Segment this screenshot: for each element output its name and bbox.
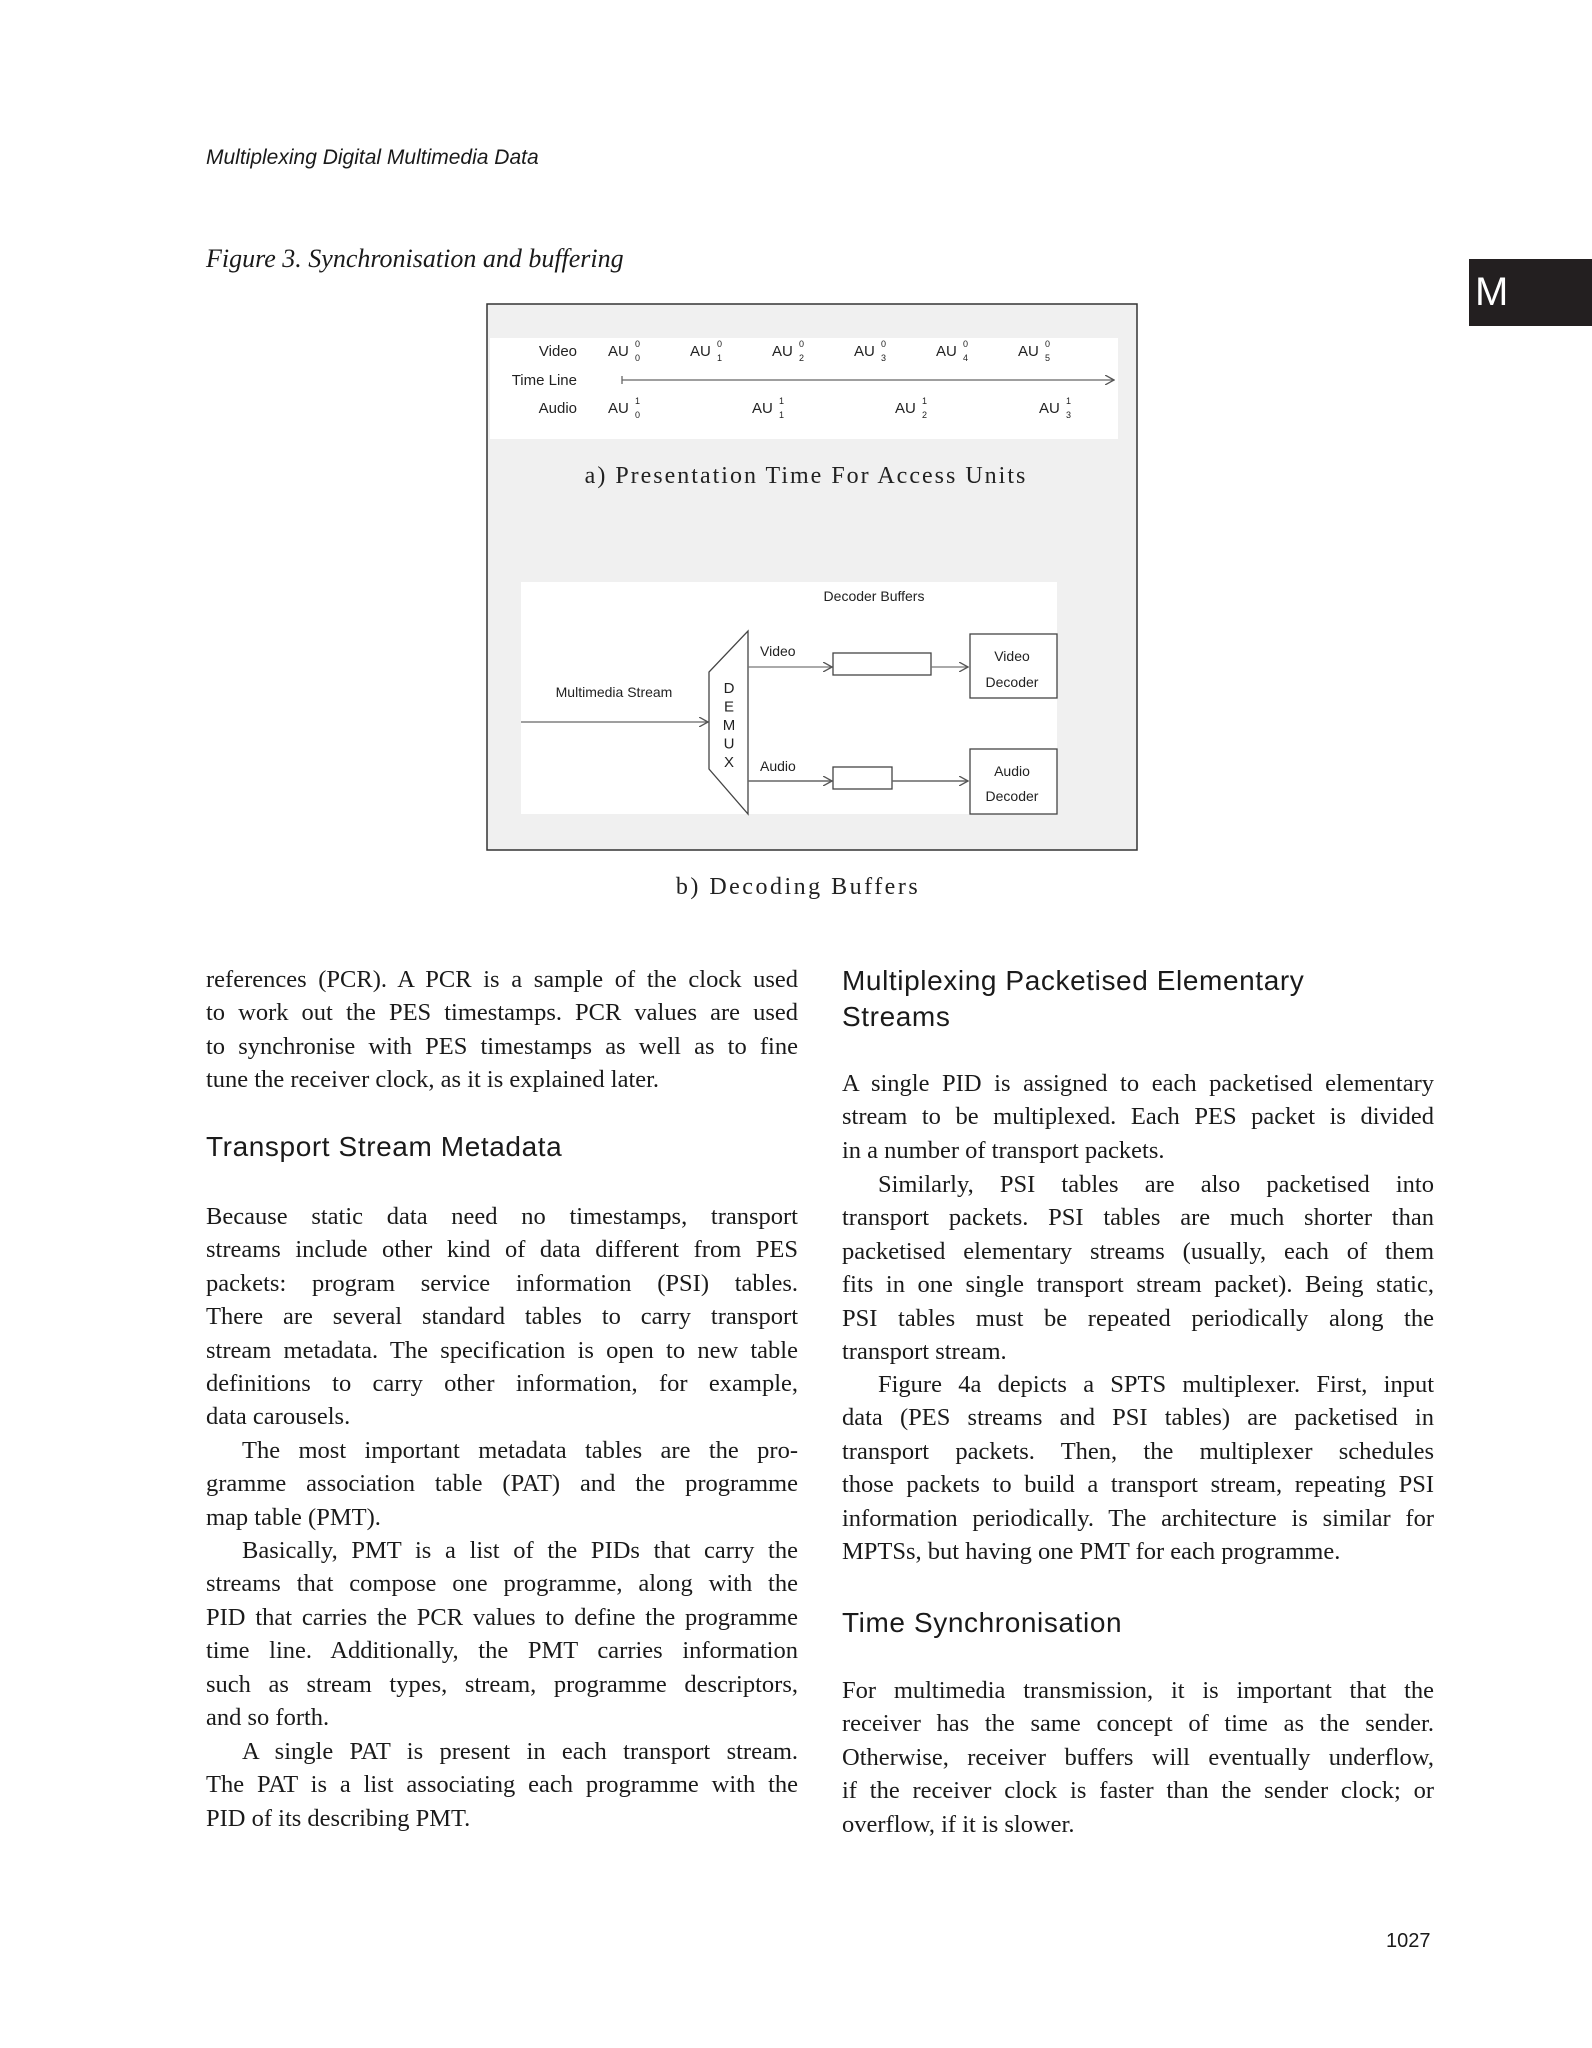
text-line: overflow, if it is slower.	[842, 1810, 1075, 1838]
au-subscript: 4	[963, 353, 969, 363]
au-subscript: 1	[717, 353, 723, 363]
au-superscript: 1	[779, 396, 785, 406]
text-line: transport packets. PSI tables are much shorter than	[842, 1204, 1434, 1232]
text-line: MPTSs, but having one PMT for each programme.	[842, 1537, 1341, 1565]
au-superscript: 0	[963, 339, 969, 349]
paragraph	[206, 1434, 798, 1534]
au-subscript: 0	[635, 353, 641, 363]
paragraph	[842, 1674, 1434, 1841]
demux-letter: X	[723, 754, 735, 771]
video-row-label: Video	[538, 343, 577, 360]
au-subscript: 5	[1045, 353, 1051, 363]
demux-label	[723, 680, 736, 771]
text-line: stream metadata. The specification is open to new table	[206, 1336, 798, 1364]
text-line: Basically, PMT is a list of the PIDs that carry the	[242, 1537, 798, 1564]
text-line: to synchronise with PES timestamps as well as to fine	[206, 1032, 798, 1060]
au-superscript: 0	[799, 339, 805, 349]
multimedia-stream-label: Multimedia Stream	[555, 684, 673, 700]
demux-letter: M	[722, 717, 736, 734]
text-line: stream to be multiplexed. Each PES packet is divided	[842, 1103, 1434, 1131]
au-superscript: 0	[635, 339, 641, 349]
decoder-buffers-title: Decoder Buffers	[823, 588, 925, 604]
demux-letter: U	[723, 735, 735, 753]
caption-a: a) Presentation Time For Access Units	[584, 463, 1028, 489]
text-line: packetised elementary streams (usually, each of them	[842, 1237, 1434, 1265]
audio-decoder-box	[970, 749, 1057, 814]
text-line: transport stream.	[842, 1337, 1007, 1365]
text-line: For multimedia transmission, it is important that the	[842, 1677, 1434, 1704]
demux-letter: E	[723, 698, 735, 716]
au-base: AU	[895, 400, 916, 417]
au-base: AU	[608, 400, 629, 417]
section-tab: M	[1469, 259, 1592, 326]
text-line: such as stream types, stream, programme descriptors,	[206, 1670, 798, 1698]
text-line: if the receiver clock is faster than the sender clock; or	[842, 1777, 1434, 1805]
au-base: AU	[936, 343, 957, 360]
au-subscript: 1	[779, 410, 785, 420]
text-line: gramme association table (PAT) and the programme	[206, 1470, 798, 1498]
text-line: tune the receiver clock, as it is explained later.	[206, 1066, 660, 1094]
au-superscript: 0	[1045, 339, 1051, 349]
au-base: AU	[1018, 343, 1039, 360]
audio-stream-label: Audio	[760, 758, 796, 774]
audio-decoder-label-2: Decoder	[985, 788, 1039, 804]
text-line: PID that carries the PCR values to define the programme	[206, 1603, 798, 1631]
figure-caption: Figure 3. Synchronisation and buffering	[206, 244, 624, 273]
text-line: those packets to build a transport stream, repeating PSI	[842, 1471, 1434, 1499]
text-line: The most important metadata tables are the pro-	[242, 1437, 798, 1464]
audio-decoder-label-1: Audio	[994, 763, 1030, 779]
text-line: fits in one single transport stream packet). Being static,	[842, 1271, 1434, 1299]
au-superscript: 0	[881, 339, 887, 349]
text-line: time line. Additionally, the PMT carries information	[206, 1637, 798, 1665]
text-line: to work out the PES timestamps. PCR values are used	[206, 999, 798, 1027]
text-line: information periodically. The architecture is similar for	[842, 1504, 1434, 1532]
figure-3	[0, 0, 1592, 900]
text-line: Similarly, PSI tables are also packetised into	[878, 1171, 1434, 1198]
text-line: There are several standard tables to carry transport	[206, 1303, 798, 1331]
video-decoder-label-1: Video	[994, 648, 1030, 664]
section-heading-line: Streams	[842, 1001, 951, 1032]
au-base: AU	[854, 343, 875, 360]
paragraph	[206, 963, 798, 1097]
section-heading	[842, 963, 1304, 1035]
text-line: map table (PMT).	[206, 1503, 381, 1531]
au-superscript: 1	[635, 396, 641, 406]
text-line: A single PID is assigned to each packetised elementary	[842, 1070, 1434, 1097]
text-line: The PAT is a list associating each programme with the	[206, 1771, 798, 1799]
section-heading-line: Multiplexing Packetised Elementary	[842, 965, 1305, 996]
video-stream-label: Video	[760, 643, 796, 659]
au-subscript: 3	[881, 353, 887, 363]
video-decoder-label-2: Decoder	[985, 674, 1039, 690]
audio-row-label: Audio	[538, 400, 577, 417]
au-base: AU	[772, 343, 793, 360]
section-heading: Transport Stream Metadata	[206, 1131, 563, 1162]
au-superscript: 1	[922, 396, 928, 406]
au-superscript: 0	[717, 339, 723, 349]
text-line: streams that compose one programme, along with the	[206, 1570, 798, 1598]
au-base: AU	[752, 400, 773, 417]
text-line: PSI tables must be repeated periodically along the	[842, 1304, 1434, 1332]
text-line: in a number of transport packets.	[842, 1136, 1165, 1164]
text-line: PID of its describing PMT.	[206, 1804, 471, 1832]
paragraph	[842, 1168, 1434, 1368]
au-base: AU	[608, 343, 629, 360]
text-line: data (PES streams and PSI tables) are packetised in	[842, 1404, 1434, 1432]
text-line: data carousels.	[206, 1403, 351, 1431]
text-line: transport packets. Then, the multiplexer schedules	[842, 1437, 1434, 1465]
text-line: Because static data need no timestamps, transport	[206, 1203, 798, 1230]
text-line: receiver has the same concept of time as the sender.	[842, 1710, 1434, 1738]
text-line: Otherwise, receiver buffers will eventually underflow,	[842, 1743, 1434, 1771]
text-line: definitions to carry other information, for example,	[206, 1369, 798, 1397]
section-heading: Time Synchronisation	[842, 1607, 1123, 1638]
au-subscript: 0	[635, 410, 641, 420]
audio-buffer	[833, 767, 892, 789]
au-base: AU	[690, 343, 711, 360]
demux-letter: D	[723, 680, 735, 697]
text-line: A single PAT is present in each transport stream.	[242, 1738, 798, 1765]
paragraph	[842, 1368, 1434, 1568]
text-line: Figure 4a depicts a SPTS multiplexer. First, input	[878, 1371, 1434, 1398]
au-subscript: 2	[799, 353, 805, 363]
au-subscript: 2	[922, 410, 928, 420]
text-line: streams include other kind of data different from PES	[206, 1236, 798, 1264]
page-number: 1027	[1386, 1930, 1431, 1952]
paragraph	[206, 1200, 798, 1434]
timeline-label: Time Line	[511, 372, 577, 389]
text-line: and so forth.	[206, 1703, 330, 1731]
paragraph	[206, 1735, 798, 1835]
au-base: AU	[1039, 400, 1060, 417]
paragraph	[206, 1534, 798, 1734]
paragraph	[842, 1067, 1434, 1167]
au-superscript: 1	[1066, 396, 1072, 406]
au-subscript: 3	[1066, 410, 1072, 420]
running-head: Multiplexing Digital Multimedia Data	[206, 146, 539, 169]
video-buffer	[833, 653, 931, 675]
text-line: references (PCR). A PCR is a sample of the clock used	[206, 966, 798, 993]
caption-b: b) Decoding Buffers	[675, 874, 921, 900]
text-line: packets: program service information (PSI) tables.	[206, 1269, 798, 1297]
